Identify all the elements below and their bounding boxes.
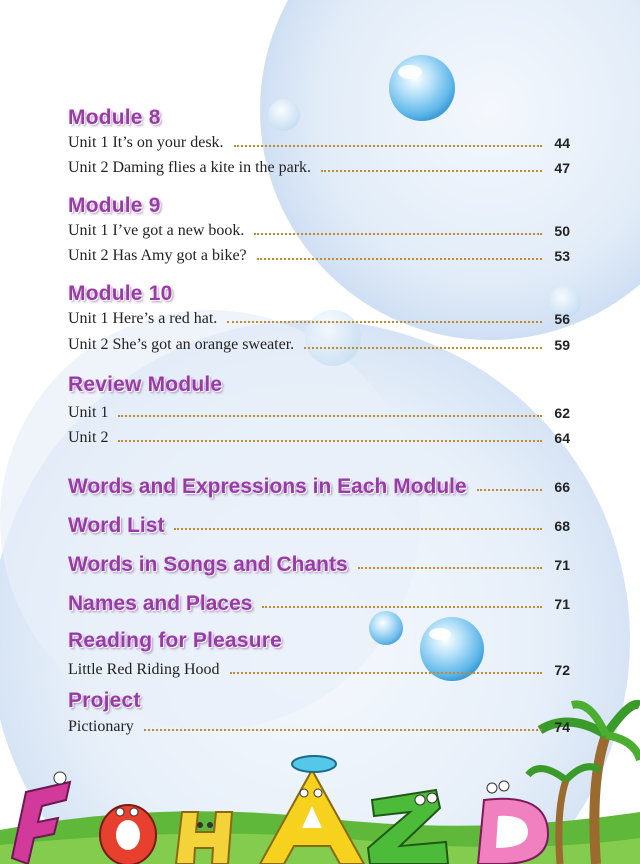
toc-entry[interactable] [68,245,570,267]
dotted-leader [118,415,542,417]
page-number: 50 [554,223,570,239]
dotted-leader [321,170,542,172]
dotted-leader [262,606,542,608]
toc-entry-word-list[interactable] [68,513,570,539]
page-number: 72 [554,662,570,678]
dotted-leader [174,528,542,530]
page-number: 71 [554,596,570,612]
page-number: 64 [554,430,570,446]
toc-entry-words-expressions[interactable] [68,474,570,500]
page-number: 47 [554,160,570,176]
toc-entry[interactable] [68,402,570,424]
dotted-leader [230,672,542,674]
section-heading: Word List [68,514,165,537]
toc-entry[interactable] [68,132,570,154]
page-number: 53 [554,248,570,264]
module-9-heading: Module 9 [68,194,161,217]
entry-label: Unit 1 [68,404,109,421]
page-number: 44 [554,135,570,151]
toc-entry[interactable] [68,308,570,330]
toc-entry[interactable] [68,334,570,356]
module-10-heading: Module 10 [68,282,173,305]
dotted-leader [477,489,542,491]
page-number: 71 [554,557,570,573]
dotted-leader [227,321,542,323]
dotted-leader [234,145,542,147]
dotted-leader [254,233,542,235]
review-module-heading: Review Module [68,373,223,396]
toc-entry[interactable] [68,716,570,738]
section-heading: Names and Places [68,592,253,615]
toc-entry-names-places[interactable] [68,591,570,617]
page-number: 74 [554,719,570,735]
reading-for-pleasure-heading: Reading for Pleasure [68,629,283,652]
page-number: 56 [554,311,570,327]
dotted-leader [144,729,542,731]
entry-label: Unit 2 [68,429,109,446]
project-heading: Project [68,689,141,712]
page-number: 66 [554,479,570,495]
dotted-leader [118,440,542,442]
page-number: 59 [554,337,570,353]
page-number: 68 [554,518,570,534]
entry-label: Little Red Riding Hood [68,661,220,678]
entry-label: Unit 1 It’s on your desk. [68,134,224,151]
section-heading: Words in Songs and Chants [68,553,348,576]
entry-label: Unit 2 Has Amy got a bike? [68,247,247,264]
module-8-heading: Module 8 [68,106,161,129]
section-heading: Words and Expressions in Each Module [68,475,467,498]
dotted-leader [358,567,542,569]
dotted-leader [304,347,542,349]
toc-entry[interactable] [68,427,570,449]
toc-entry-songs-chants[interactable] [68,552,570,578]
toc-entry[interactable] [68,220,570,242]
dotted-leader [257,258,542,260]
entry-label: Unit 1 I’ve got a new book. [68,222,245,239]
entry-label: Unit 2 She’s got an orange sweater. [68,336,295,353]
toc-entry[interactable] [68,659,570,681]
entry-label: Pictionary [68,718,134,735]
entry-label: Unit 2 Daming flies a kite in the park. [68,159,312,176]
page-number: 62 [554,405,570,421]
entry-label: Unit 1 Here’s a red hat. [68,310,218,327]
toc-entry[interactable] [68,157,570,179]
